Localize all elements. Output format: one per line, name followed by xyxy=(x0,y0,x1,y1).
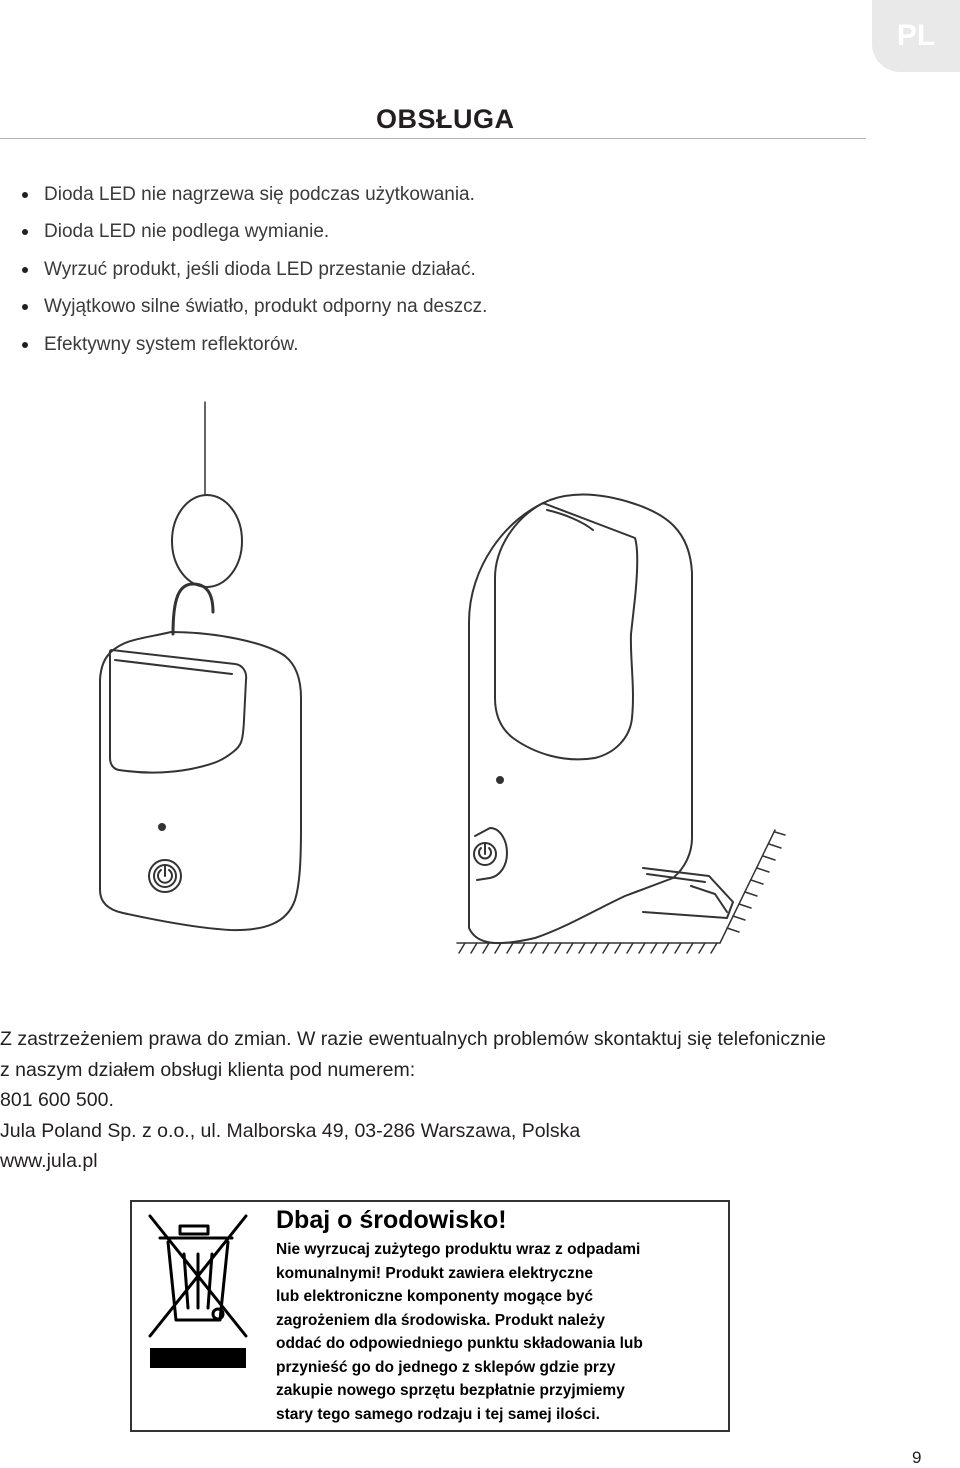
language-tab xyxy=(872,0,960,72)
bullet-icon xyxy=(22,304,28,310)
environment-line: zagrożeniem dla środowiska. Produkt należy xyxy=(276,1311,606,1329)
section-title: OBSŁUGA xyxy=(376,104,515,134)
bullet-icon xyxy=(22,342,28,348)
list-item xyxy=(22,326,487,364)
title-divider xyxy=(0,138,866,139)
language-tab-label: PL xyxy=(896,19,936,52)
list-item-text: Dioda LED nie nagrzewa się podczas użytkowania. xyxy=(44,183,475,205)
list-item xyxy=(22,176,487,214)
footer-line: 801 600 500. xyxy=(0,1089,114,1111)
environment-line: zakupie nowego sprzętu bezpłatnie przyjmiemy xyxy=(276,1382,625,1399)
contact-info xyxy=(0,1024,900,1177)
footer-line: Jula Poland Sp. z o.o., ul. Malborska 49, 03-286 Warszawa, Polska xyxy=(0,1119,581,1142)
environment-line: lub elektroniczne komponenty mogące być xyxy=(276,1288,593,1305)
bullet-icon xyxy=(22,267,28,273)
page-number: 9 xyxy=(912,1448,922,1467)
environment-line: stary tego samego rodzaju i tej samej ilości. xyxy=(276,1405,600,1423)
product-illustration xyxy=(95,398,795,968)
list-item-text: Dioda LED nie podlega wymianie. xyxy=(44,221,330,243)
list-item-text: Efektywny system reflektorów. xyxy=(44,333,299,355)
environment-line: komunalnymi! Produkt zawiera elektryczne xyxy=(276,1264,593,1282)
hanging-lamp-drawing xyxy=(100,402,301,930)
environment-line: oddać do odpowiedniego punktu składowania lub xyxy=(276,1335,643,1352)
hanging-ring xyxy=(172,495,242,587)
crossed-out-bin-icon xyxy=(142,1208,252,1368)
environment-line: przynieść go do jednego z sklepów gdzie przy xyxy=(276,1358,616,1376)
bullet-icon xyxy=(22,229,28,235)
footer-line: z naszym działem obsługi klienta pod numerem: xyxy=(0,1058,416,1081)
footer-line: Z zastrzeżeniem prawa do zmian. W razie ewentualnych problemów skontaktuj się telefonicznie xyxy=(0,1028,826,1050)
bullet-icon xyxy=(22,192,28,198)
list-item xyxy=(22,289,487,327)
environment-notice xyxy=(130,1200,730,1432)
footer-line: www.jula.pl xyxy=(0,1150,98,1172)
environment-heading: Dbaj o środowisko! xyxy=(276,1206,507,1234)
list-item-text: Wyrzuć produkt, jeśli dioda LED przestanie działać. xyxy=(44,258,476,280)
standing-lamp-drawing xyxy=(469,495,733,943)
environment-line: Nie wyrzucaj zużytego produktu wraz z odpadami xyxy=(276,1241,641,1258)
feature-list xyxy=(22,176,487,364)
environment-body xyxy=(276,1238,728,1426)
list-item xyxy=(22,251,487,289)
list-item xyxy=(22,214,487,252)
list-item-text: Wyjątkowo silne światło, produkt odporny na deszcz. xyxy=(44,296,488,318)
